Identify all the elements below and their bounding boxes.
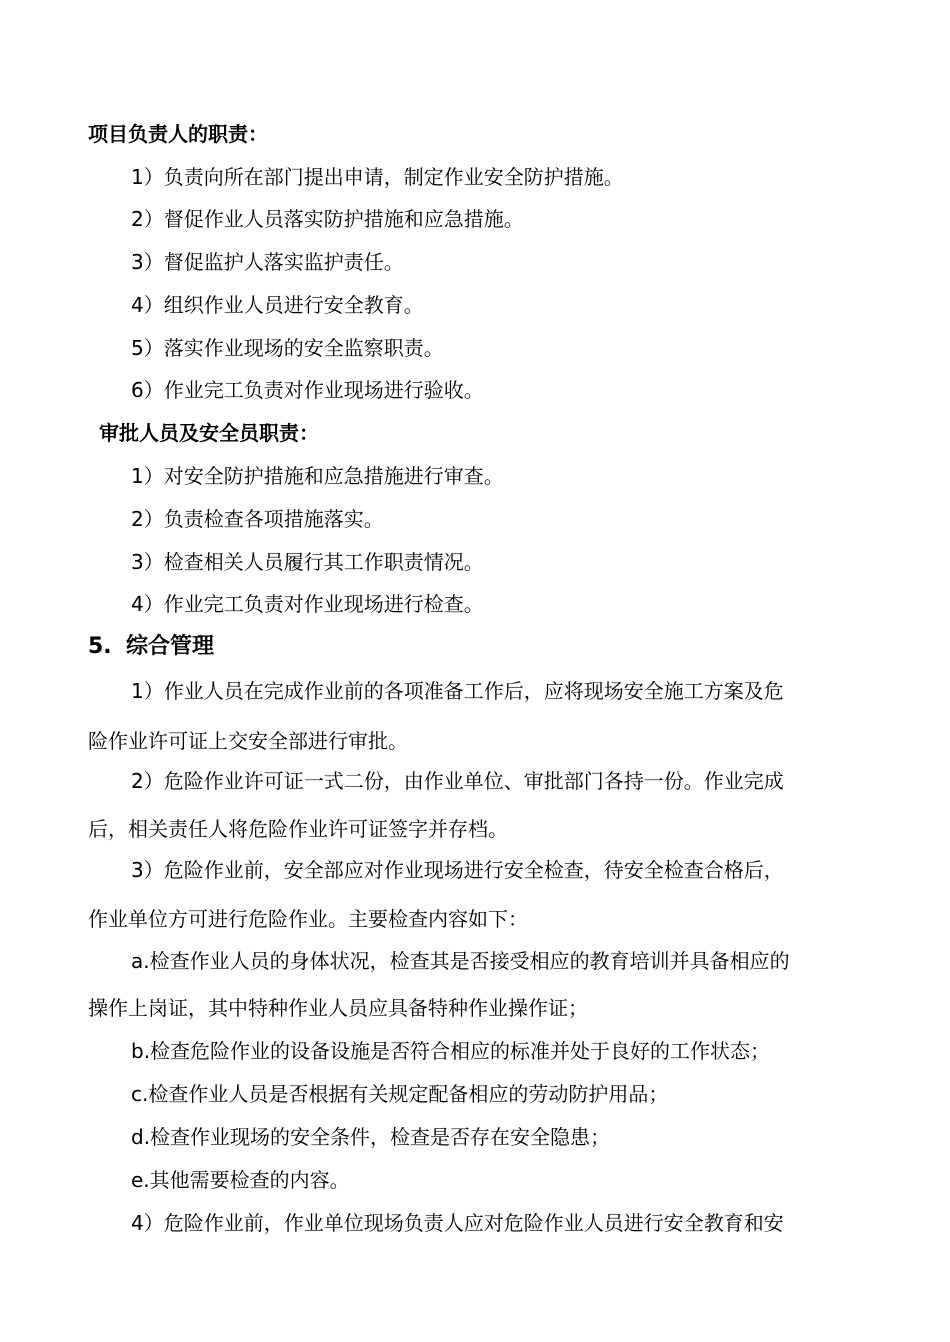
check-item-a-line1: a.检查作业人员的身体状况，检查其是否接受相应的教育培训并具备相应的 (131, 949, 790, 973)
section-5-p3-line2: 作业单位方可进行危险作业。主要检查内容如下： (88, 907, 528, 931)
section-5-p3-line1: 3）危险作业前，安全部应对作业现场进行安全检查，待安全检查合格后， (131, 858, 784, 882)
section-5-p1-line2: 险作业许可证上交安全部进行审批。 (88, 729, 408, 753)
section-5-title: 综合管理 (126, 634, 215, 659)
section-5-number: 5. (88, 634, 112, 659)
approver-duty-1: 1）对安全防护措施和应急措施进行审查。 (131, 464, 504, 488)
check-item-c: c.检查作业人员是否根据有关规定配备相应的劳动防护用品； (131, 1082, 669, 1106)
project-leader-duties-title: 项目负责人的职责： (88, 122, 268, 146)
check-item-b: b.检查危险作业的设备设施是否符合相应的标准并处于良好的工作状态； (131, 1039, 771, 1063)
check-item-e: e.其他需要检查的内容。 (131, 1168, 350, 1192)
check-item-a-line2: 操作上岗证，其中特种作业人员应具备特种作业操作证； (88, 996, 588, 1020)
project-leader-duty-6: 6）作业完工负责对作业现场进行验收。 (131, 378, 484, 402)
section-5-p1-line1: 1）作业人员在完成作业前的各项准备工作后，应将现场安全施工方案及危 (131, 679, 784, 703)
section-5-p2-line2: 后，相关责任人将危险作业许可证签字并存档。 (88, 817, 508, 841)
project-leader-duty-4: 4）组织作业人员进行安全教育。 (131, 293, 424, 317)
section-5-heading (88, 633, 214, 661)
section-5-p4-line1: 4）危险作业前，作业单位现场负责人应对危险作业人员进行安全教育和安 (131, 1211, 784, 1235)
section-5-p2-line1: 2）危险作业许可证一式二份，由作业单位、审批部门各持一份。作业完成 (131, 769, 784, 793)
approver-duty-4: 4）作业完工负责对作业现场进行检查。 (131, 592, 484, 616)
check-item-d: d.检查作业现场的安全条件，检查是否存在安全隐患； (131, 1125, 611, 1149)
project-leader-duty-3: 3）督促监护人落实监护责任。 (131, 250, 404, 274)
approver-duty-3: 3）检查相关人员履行其工作职责情况。 (131, 550, 484, 574)
approver-duties-title: 审批人员及安全员职责： (99, 421, 319, 445)
project-leader-duty-5: 5）落实作业现场的安全监察职责。 (131, 336, 444, 360)
project-leader-duty-1: 1）负责向所在部门提出申请，制定作业安全防护措施。 (131, 165, 624, 189)
approver-duty-2: 2）负责检查各项措施落实。 (131, 507, 384, 531)
project-leader-duty-2: 2）督促作业人员落实防护措施和应急措施。 (131, 207, 524, 231)
